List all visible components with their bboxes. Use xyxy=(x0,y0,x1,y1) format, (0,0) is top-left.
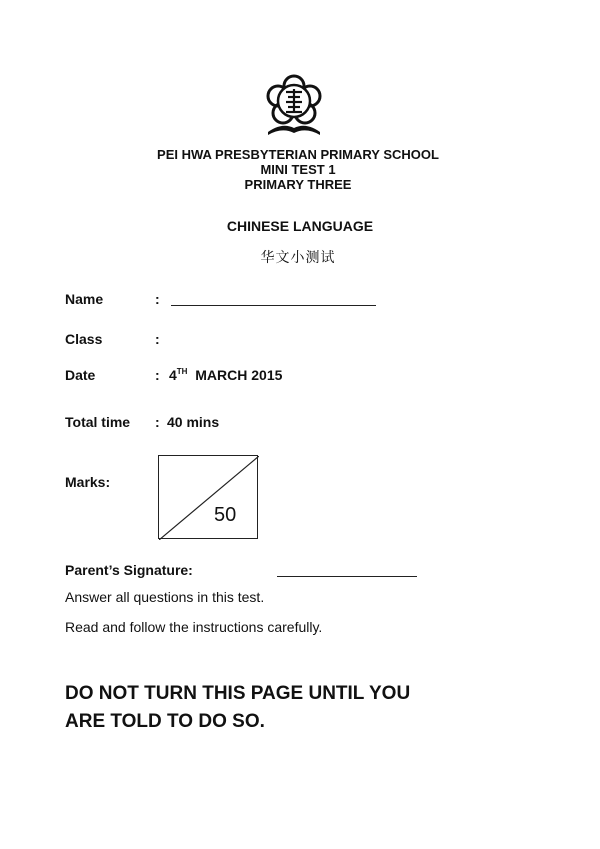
instruction-line-1: Answer all questions in this test. xyxy=(65,589,265,605)
name-line xyxy=(171,305,376,306)
class-colon: : xyxy=(155,331,160,347)
name-label: Name xyxy=(65,291,104,307)
date-label: Date xyxy=(65,367,96,383)
total-time-value: 40 mins xyxy=(167,414,220,430)
marks-total: 50 xyxy=(214,504,237,526)
subject-title-chinese: 华文小测试 xyxy=(260,250,336,266)
date-value xyxy=(169,367,282,383)
date-day: 4 xyxy=(169,367,177,383)
instruction-line-2: Read and follow the instructions carefully. xyxy=(65,619,323,635)
marks-label: Marks: xyxy=(65,474,111,490)
warning-line-1: DO NOT TURN THIS PAGE UNTIL YOU xyxy=(65,683,411,704)
marks-box xyxy=(158,455,258,539)
date-colon: : xyxy=(155,367,160,383)
date-month-year: MARCH 2015 xyxy=(195,367,283,383)
school-crest-logo xyxy=(262,72,326,138)
school-name: PEI HWA PRESBYTERIAN PRIMARY SCHOOL xyxy=(157,147,439,162)
date-suffix: TH xyxy=(176,367,188,376)
signature-line xyxy=(277,576,417,577)
subject-title: CHINESE LANGUAGE xyxy=(226,218,374,234)
total-time-label: Total time xyxy=(65,414,131,430)
test-title: MINI TEST 1 xyxy=(260,162,336,177)
name-colon: : xyxy=(155,291,160,307)
warning-line-2: ARE TOLD TO DO SO. xyxy=(65,711,265,732)
warning-notice xyxy=(65,680,485,736)
total-time-colon: : xyxy=(155,414,164,430)
parent-signature-label: Parent’s Signature: xyxy=(65,562,193,578)
class-label: Class xyxy=(65,331,103,347)
marks-diagonal xyxy=(159,456,259,540)
grade-level: PRIMARY THREE xyxy=(244,177,352,192)
